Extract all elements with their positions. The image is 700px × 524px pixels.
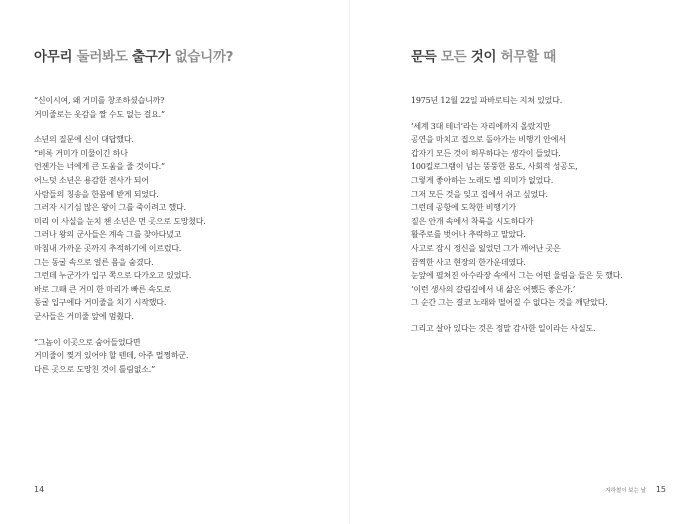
paragraph-gap [411, 310, 691, 322]
running-head: 지하철이 보는 날 [605, 488, 646, 494]
page-number-left: 14 [34, 485, 45, 494]
text-line: 다른 곳으로 도망친 것이 틀림없소.” [34, 364, 155, 374]
text-line: 그런데 누군가가 입구 쪽으로 다가오고 있었다. [34, 271, 192, 281]
text-line: “그놈이 이곳으로 숨어들었다면 [34, 337, 141, 347]
heading-segment: 허무할 때 [500, 49, 557, 65]
text-line: 그저 모든 것을 잊고 집에서 쉬고 싶었다. [411, 189, 548, 199]
text-line: 그런데 공항에 도착한 비행기가 [411, 203, 516, 213]
paragraph-gap [34, 121, 334, 133]
text-line: 눈앞에 펼쳐진 아수라장 속에서 그는 어떤 울림을 들은 듯 했다. [411, 271, 623, 281]
text-line: 1975년 12월 22일 파바로티는 지쳐 있었다. [411, 96, 563, 105]
text-line: 사람들의 칭송을 한몸에 받게 되었다. [34, 189, 159, 199]
text-line: 군사들은 거미줄 앞에 멈췄다. [34, 311, 134, 321]
text-line: 짙은 안개 속에서 착륙을 시도하다가 [411, 216, 534, 226]
text-line: 언젠가는 너에게 큰 도움을 줄 것이다.” [34, 162, 165, 172]
text-line: 사고로 잠시 정신을 잃었던 그가 깨어난 곳은 [411, 243, 561, 253]
text-line: 동굴 입구에다 거미줄을 치기 시작했다. [34, 298, 167, 308]
text-line: 바로 그때 큰 거미 한 마리가 빠른 속도로 [34, 284, 171, 294]
text-line: 그 순간 그는 결코 노래와 떨어질 수 없다는 것을 깨닫았다. [411, 298, 608, 308]
heading-segment: 문득 [411, 49, 441, 65]
text-line: 그는 동굴 속으로 얼른 몸을 숨겼다. [34, 257, 154, 267]
text-line: ‘이런 생사의 갈림길에서 내 삶은 어쨌든 좋은가.’ [411, 284, 576, 294]
text-line: 마침내 가까운 곳까지 추적하기에 이르렀다. [34, 243, 182, 253]
text-line: 거미줄이 찢겨 있어야 할 텐데, 아주 멀쩡하군. [34, 351, 189, 361]
heading-segment: 둘러봐도 [76, 49, 132, 65]
text-line: 어느덧 소년은 용감한 전사가 되어 [34, 175, 149, 185]
left-page-heading [34, 45, 233, 65]
text-line: 거미줄로는 옷감을 짤 수도 없는 걸요.” [34, 109, 165, 119]
text-line: 활주로를 벗어나 추락하고 말았다. [411, 230, 526, 240]
text-line: 끔찍한 사고 현장의 한가운데였다. [411, 257, 526, 267]
right-page-body [411, 94, 691, 336]
text-line: 공연을 마치고 집으로 돌아가는 비행기 안에서 [411, 135, 566, 145]
heading-segment: 것이 [470, 49, 501, 65]
right-page [350, 0, 700, 524]
text-line: 그러자 시기심 많은 왕이 그를 죽이려고 했다. [34, 203, 186, 213]
paragraph-gap [34, 324, 334, 336]
text-line: 그렇게 좋아하는 노래도 별 의미가 없었다. [411, 175, 554, 185]
heading-segment: 없습니까? [174, 49, 234, 65]
text-line: 미리 이 사실을 눈치 챈 소년은 먼 곳으로 도망쳤다. [34, 216, 206, 226]
page-number-right: 15 [655, 485, 666, 494]
text-line: 갑자기 모든 것이 허무하다는 생각이 들었다. [411, 148, 561, 158]
heading-segment: 아무리 [34, 49, 77, 65]
heading-segment: 모든 [440, 49, 471, 65]
text-line: 그리고 살아 있다는 것은 정말 감사한 일이라는 사실도. [411, 323, 596, 333]
text-line: “신이시여, 왜 거미를 창조하셨습니까? [34, 96, 165, 105]
text-line: “비록 거미가 미물이긴 하나 [34, 148, 128, 158]
text-line: 그러나 왕의 군사들은 계속 그를 찾아다녔고 [34, 230, 182, 240]
text-line: ‘세계 3대 테너’라는 자리에까지 올랐지만 [411, 121, 551, 131]
heading-segment: 출구가 [132, 49, 175, 65]
text-line: 100킬로그램이 넘는 뚱뚱한 몸도, 사회적 성공도, [411, 162, 578, 172]
left-page-body [34, 94, 334, 376]
right-page-heading [411, 45, 556, 65]
text-line: 소년의 질문에 신이 대답했다. [34, 135, 134, 145]
paragraph-gap [411, 108, 691, 120]
